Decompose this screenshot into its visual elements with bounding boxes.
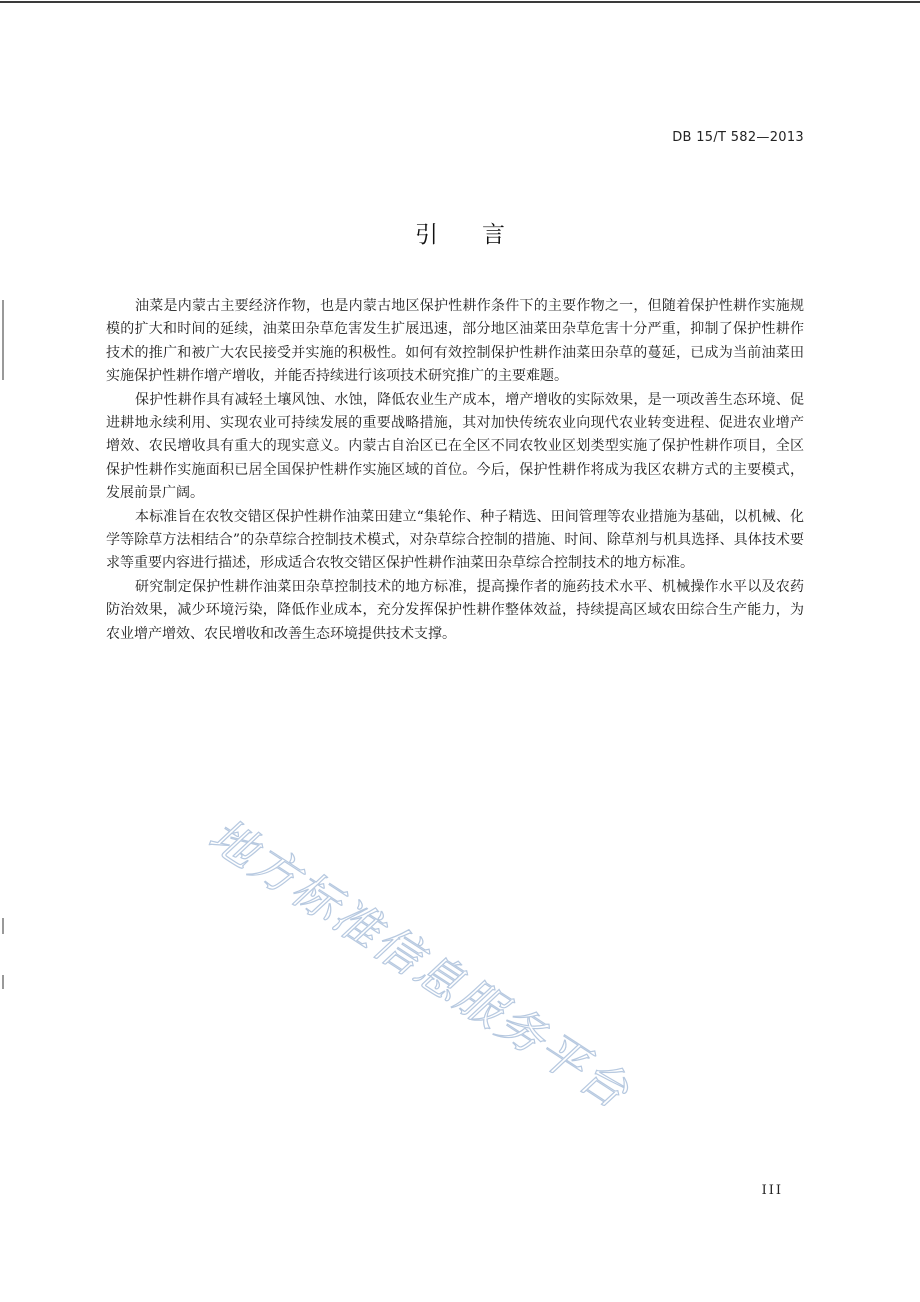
paragraph: 油菜是内蒙古主要经济作物，也是内蒙古地区保护性耕作条件下的主要作物之一，但随着保护性耕作实施规模的扩大和时间的延续，油菜田杂草危害发生扩展迅速，部分地区油菜田杂草危害十分严重，抑制了保护性耕作技术的推广和被广大农民接受并实施的积极性。如何有效控制保护性耕作油菜田杂草的蔓延，已成为当前油菜田实施保护性耕作增产增收，并能否持续进行该项技术研究推广的主要难题。	[106, 298, 804, 385]
page-number: III	[761, 1183, 783, 1198]
standard-number: DB 15/T 582—2013	[672, 130, 804, 145]
scan-edge-mark	[2, 918, 4, 934]
document-body	[106, 295, 804, 646]
scan-edge-mark	[2, 975, 4, 989]
paragraph: 保护性耕作具有减轻土壤风蚀、水蚀，降低农业生产成本，增产增收的实际效果，是一项改善生态环境、促进耕地永续利用、实现农业可持续发展的重要战略措施，其对加快传统农业向现代农业转变进程、促进农业增产增效、农民增收具有重大的现实意义。内蒙古自治区已在全区不同农牧业区划类型实施了保护性耕作项目，全区保护性耕作实施面积已居全国保护性耕作实施区域的首位。今后，保护性耕作将成为我区农耕方式的主要模式，发展前景广阔。	[106, 391, 804, 502]
scan-edge-mark	[2, 300, 4, 380]
top-border-line	[0, 1, 920, 3]
watermark: 地方标准信息服务平台	[199, 807, 641, 1120]
paragraph: 研究制定保护性耕作油菜田杂草控制技术的地方标准，提高操作者的施药技术水平、机械操作水平以及农药防治效果，减少环境污染，降低作业成本，充分发挥保护性耕作整体效益，持续提高区域农田综合生产能力，为农业增产增效、农民增收和改善生态环境提供技术支撑。	[106, 578, 804, 642]
page-title: 引言	[415, 222, 549, 248]
paragraph: 本标准旨在农牧交错区保护性耕作油菜田建立“集轮作、种子精选、田间管理等农业措施为基础，以机械、化学等除草方法相结合”的杂草综合控制技术模式，对杂草综合控制的措施、时间、除草剂与机具选择、具体技术要求等重要内容进行描述，形成适合农牧交错区保护性耕作油菜田杂草综合控制技术的地方标准。	[106, 508, 804, 572]
